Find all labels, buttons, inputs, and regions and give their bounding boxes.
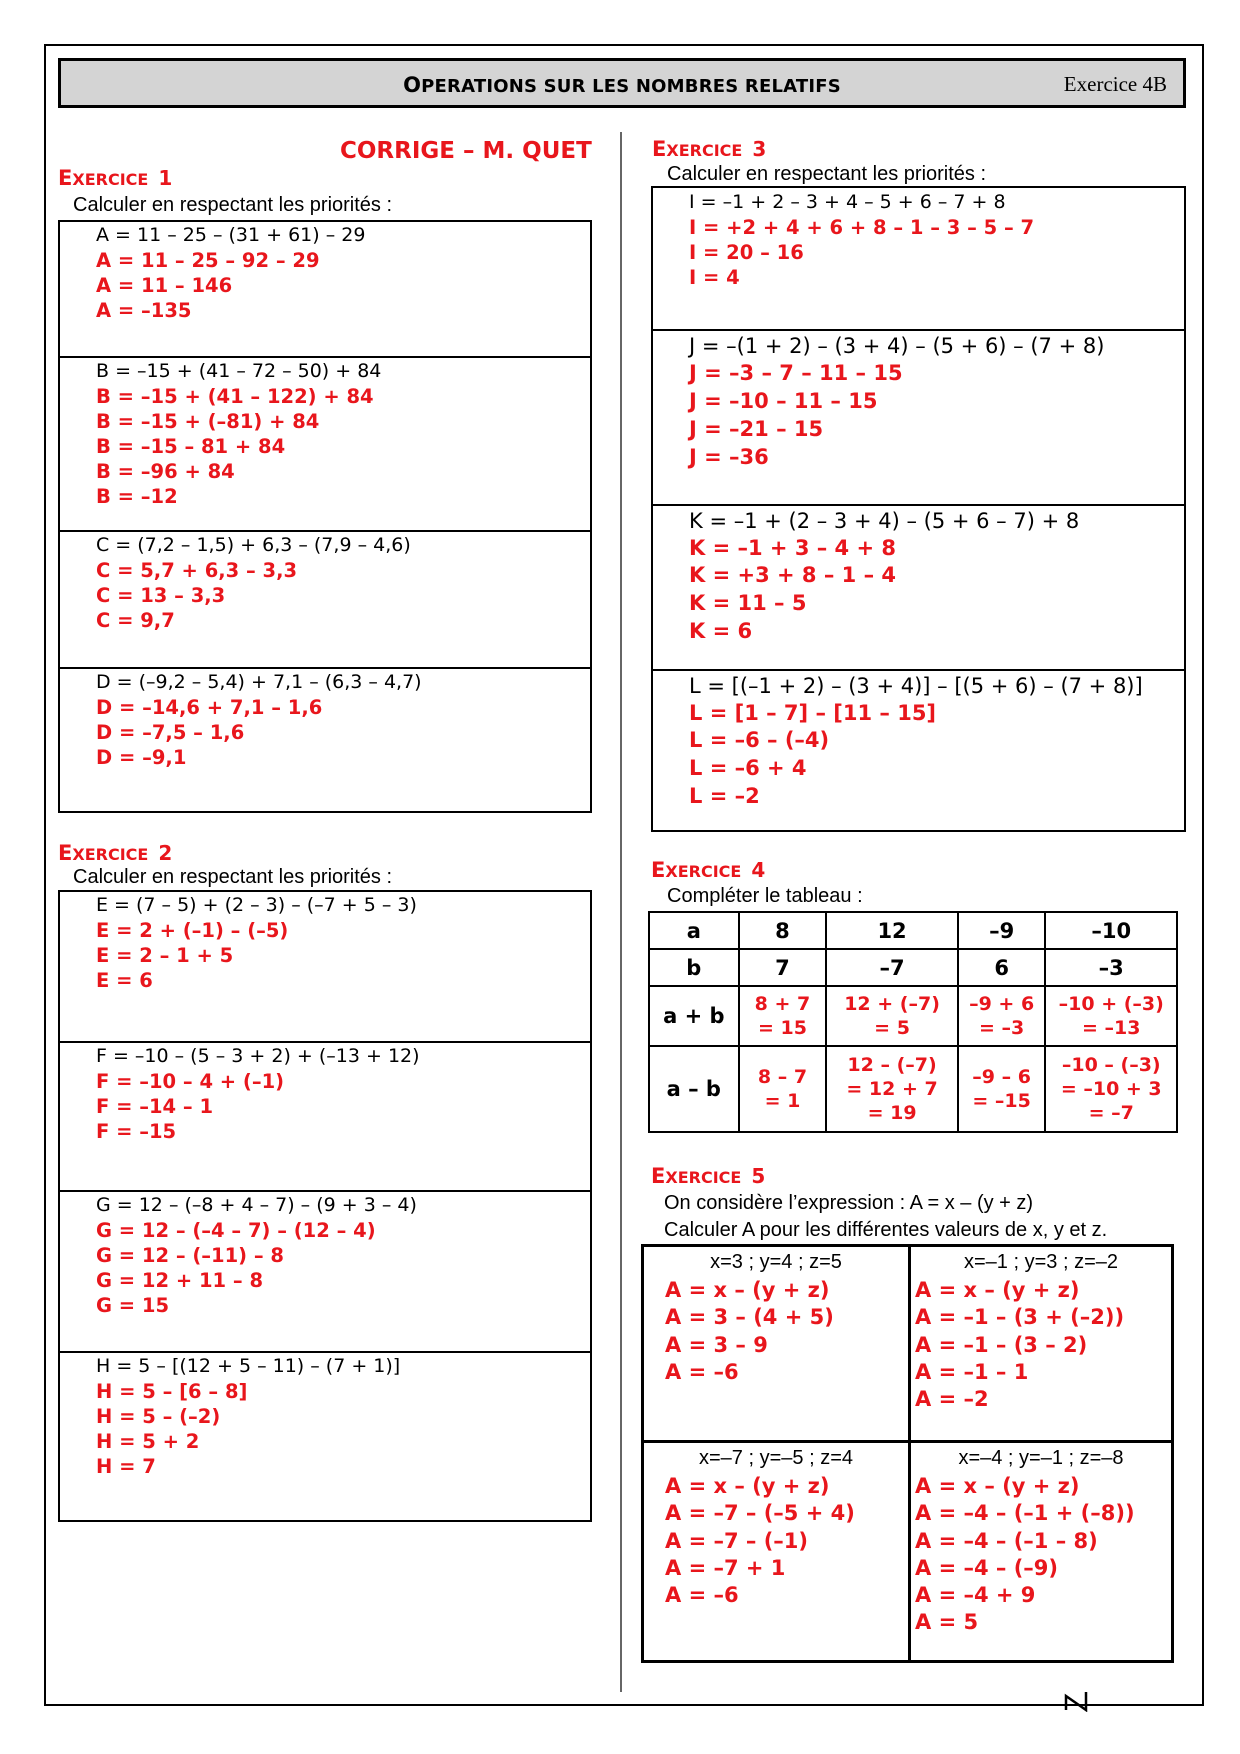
- ex2-cell-H: [60, 1351, 590, 1522]
- ex1-answer-line: B = –15 + (41 – 122) + 84: [96, 385, 374, 408]
- column-separator: [620, 132, 622, 1692]
- ex2-answer-line: E = 2 – 1 + 5: [96, 944, 234, 967]
- ex2-question-E: E = (7 – 5) + (2 – 3) – (–7 + 5 – 3): [96, 894, 417, 916]
- ex4-cell: [958, 949, 1046, 986]
- ex4-cell: [1045, 986, 1177, 1046]
- ex4-cell-line: 12 – (–7): [847, 1054, 937, 1076]
- ex2-answer-line: G = 12 – (–4 – 7) – (12 – 4): [96, 1219, 376, 1242]
- ex1-answer-line: C = 9,7: [96, 609, 175, 632]
- ex4-cell: [1045, 912, 1177, 949]
- ex5-values: x=–4 ; y=–1 ; z=–8: [958, 1447, 1124, 1469]
- ex4-cell-line: = 15: [757, 1017, 807, 1039]
- ex2-answer-line: H = 5 – (–2): [96, 1405, 221, 1428]
- ex1-answer-line: B = –15 – 81 + 84: [96, 435, 286, 458]
- ex4-cell-line: = –13: [1082, 1017, 1141, 1039]
- ex4-cell: [1045, 949, 1177, 986]
- ex4-row-sum: [649, 986, 1177, 1046]
- ex2-answer-line: G = 12 – (–11) – 8: [96, 1244, 284, 1267]
- ex4-cell: [826, 949, 957, 986]
- ex4-row-label: a: [649, 912, 739, 949]
- ex1-answer-line: B = –15 + (–81) + 84: [96, 410, 320, 433]
- ex1-answer-line: D = –7,5 – 1,6: [96, 721, 245, 744]
- ex4-cell-line: –10 + (–3): [1058, 993, 1164, 1015]
- ex5-instruction-1: On considère l’expression : A = x – (y + z): [664, 1192, 1034, 1214]
- header-banner: [58, 58, 1186, 108]
- ex2-answer-line: H = 5 + 2: [96, 1430, 200, 1453]
- ex5-values: x=–7 ; y=–5 ; z=4: [699, 1447, 853, 1469]
- ex1-cell-B: [60, 356, 590, 530]
- ex1-answer-line: A = 11 – 25 – 92 – 29: [96, 249, 320, 272]
- ex1-question-D: D = (–9,2 – 5,4) + 7,1 – (6,3 – 4,7): [96, 671, 422, 693]
- ex1-answer-line: A = –135: [96, 299, 192, 322]
- ex3-question-I: I = –1 + 2 – 3 + 4 – 5 + 6 – 7 + 8: [689, 191, 1006, 213]
- ex4-row-label: a – b: [649, 1046, 739, 1132]
- ex4-cell: [826, 1046, 957, 1132]
- ex3-answer-line: I = +2 + 4 + 6 + 8 – 1 – 3 – 5 – 7: [689, 216, 1035, 239]
- ex2-answer-line: H = 7: [96, 1455, 156, 1478]
- ex3-answer-line: I = 20 – 16: [689, 241, 804, 264]
- ex4-cell: [1045, 1046, 1177, 1132]
- ex3-box: [651, 186, 1186, 832]
- ex4-cell-line: 12: [877, 918, 907, 943]
- ex1-answer-line: B = –12: [96, 485, 178, 508]
- ex4-cell-line: 12 + (–7): [844, 993, 940, 1015]
- ex1-answer-line: D = –9,1: [96, 746, 187, 769]
- ex1-box: [58, 220, 592, 813]
- ex5-values: x=–1 ; y=3 ; z=–2: [964, 1251, 1118, 1273]
- ex4-cell-line: = –15: [972, 1090, 1031, 1112]
- ex3-question-K: K = –1 + (2 – 3 + 4) – (5 + 6 – 7) + 8: [689, 509, 1080, 533]
- ex5-answer-line: A = –1 – (3 – 2): [915, 1333, 1088, 1357]
- ex3-answer-line: K = 11 – 5: [689, 591, 807, 615]
- ex3-answer-line: L = [1 – 7] – [11 – 15]: [689, 701, 937, 725]
- ex5-cell-2: [911, 1247, 1171, 1440]
- ex3-cell-I: [653, 188, 1184, 329]
- ex4-cell: [826, 912, 957, 949]
- ex2-answer-line: E = 6: [96, 969, 153, 992]
- ex5-answer-line: A = 5: [915, 1610, 979, 1634]
- ex4-cell: [958, 912, 1046, 949]
- ex2-question-F: F = –10 – (5 – 3 + 2) + (–13 + 12): [96, 1045, 420, 1067]
- ex2-answer-line: E = 2 + (–1) – (–5): [96, 919, 289, 942]
- ex3-cell-K: [653, 504, 1184, 669]
- ex3-answer-line: L = –6 – (–4): [689, 728, 830, 752]
- ex5-answer-line: A = –4 – (–1 – 8): [915, 1529, 1098, 1553]
- ex5-answer-line: A = x – (y + z): [915, 1474, 1080, 1498]
- ex4-row-label: a + b: [649, 986, 739, 1046]
- ex4-cell-line: 6: [994, 955, 1009, 980]
- ex3-answer-line: L = –6 + 4: [689, 756, 807, 780]
- ex4-cell: [739, 949, 827, 986]
- ex1-question-B: B = –15 + (41 – 72 – 50) + 84: [96, 360, 382, 382]
- ex3-answer-line: J = –21 – 15: [689, 417, 824, 441]
- ex2-answer-line: G = 12 + 11 – 8: [96, 1269, 264, 1292]
- ex4-title: EXERCICE 4: [651, 858, 766, 882]
- ex3-answer-line: J = –36: [689, 445, 769, 469]
- document-title: OPERATIONS SUR LES NOMBRES RELATIFS: [403, 73, 841, 97]
- ex5-answer-line: A = –4 – (–9): [915, 1556, 1059, 1580]
- ex4-cell: [739, 986, 827, 1046]
- ex2-question-H: H = 5 – [(12 + 5 – 11) – (7 + 1)]: [96, 1355, 401, 1377]
- ex5-cell-4: [911, 1443, 1171, 1660]
- ex2-answer-line: H = 5 – [6 – 8]: [96, 1380, 248, 1403]
- ex5-answer-line: A = –2: [915, 1387, 989, 1411]
- ex5-answer-line: A = –7 + 1: [665, 1556, 786, 1580]
- ex4-row-a: [649, 912, 1177, 949]
- exercise-reference: Exercice 4B: [1063, 72, 1167, 96]
- ex5-answer-line: A = –4 – (–1 + (–8)): [915, 1501, 1135, 1525]
- ex5-answer-line: A = x – (y + z): [665, 1278, 830, 1302]
- ex4-cell-line: 8: [775, 918, 790, 943]
- ex5-answer-line: A = 3 – 9: [665, 1333, 768, 1357]
- ex1-instruction: Calculer en respectant les priorités :: [73, 194, 393, 216]
- ex3-answer-line: K = –1 + 3 – 4 + 8: [689, 536, 896, 560]
- ex5-answer-line: A = x – (y + z): [915, 1278, 1080, 1302]
- ex4-cell-line: –9 – 6: [972, 1066, 1031, 1088]
- page-corner-mark: [1064, 1690, 1090, 1712]
- ex1-answer-line: C = 13 – 3,3: [96, 584, 226, 607]
- ex2-answer-line: F = –14 – 1: [96, 1095, 214, 1118]
- ex4-cell: [958, 1046, 1046, 1132]
- ex5-answer-line: A = –7 – (–5 + 4): [665, 1501, 855, 1525]
- ex2-box: [58, 890, 592, 1522]
- corrige-heading: CORRIGE – M. QUET: [340, 138, 592, 164]
- ex4-cell-line: –9: [989, 918, 1015, 943]
- ex5-answer-line: A = –1 – (3 + (–2)): [915, 1305, 1125, 1329]
- ex5-box: [641, 1244, 1174, 1663]
- ex2-answer-line: F = –15: [96, 1120, 177, 1143]
- ex4-cell-line: 7: [775, 955, 790, 980]
- ex4-row-b: [649, 949, 1177, 986]
- ex4-instruction: Compléter le tableau :: [667, 885, 863, 907]
- ex3-title: EXERCICE 3: [652, 137, 767, 161]
- ex1-cell-C: [60, 530, 590, 667]
- ex5-answer-line: A = 3 – (4 + 5): [665, 1305, 834, 1329]
- ex4-cell: [826, 986, 957, 1046]
- ex4-cell-line: 8 – 7: [757, 1066, 808, 1088]
- ex5-cell-1: [644, 1247, 908, 1440]
- ex1-question-C: C = (7,2 – 1,5) + 6,3 – (7,9 – 4,6): [96, 534, 411, 556]
- ex4-row-label: b: [649, 949, 739, 986]
- ex1-question-A: A = 11 – 25 – (31 + 61) – 29: [96, 224, 366, 246]
- ex1-answer-line: A = 11 – 146: [96, 274, 233, 297]
- ex2-answer-line: G = 15: [96, 1294, 170, 1317]
- ex4-cell: [739, 912, 827, 949]
- ex2-title: EXERCICE 2: [58, 841, 173, 865]
- ex3-answer-line: J = –10 – 11 – 15: [689, 389, 878, 413]
- ex4-cell-line: = 12 + 7: [846, 1078, 938, 1100]
- ex4-cell-line: –10: [1091, 918, 1132, 943]
- ex5-answer-line: A = –6: [665, 1360, 739, 1384]
- ex3-answer-line: I = 4: [689, 266, 740, 289]
- ex3-question-L: L = [(–1 + 2) – (3 + 4)] – [(5 + 6) – (7 + 8)]: [689, 674, 1143, 698]
- ex1-answer-line: B = –96 + 84: [96, 460, 235, 483]
- ex5-cell-3: [644, 1443, 908, 1660]
- ex4-cell-line: = –7: [1088, 1102, 1134, 1124]
- ex4-cell-line: –3: [1098, 955, 1124, 980]
- ex4-cell-line: –10 – (–3): [1061, 1054, 1161, 1076]
- ex4-cell-line: = 1: [764, 1090, 801, 1112]
- ex5-answer-line: A = –7 – (–1): [665, 1529, 809, 1553]
- ex4-cell-line: = –3: [979, 1017, 1025, 1039]
- ex3-answer-line: J = –3 – 7 – 11 – 15: [689, 361, 903, 385]
- ex2-answer-line: F = –10 – 4 + (–1): [96, 1070, 285, 1093]
- ex2-cell-G: [60, 1190, 590, 1351]
- ex4-cell: [958, 986, 1046, 1046]
- ex3-cell-J: [653, 329, 1184, 504]
- ex3-cell-L: [653, 669, 1184, 832]
- ex5-answer-line: A = x – (y + z): [665, 1474, 830, 1498]
- ex1-title: EXERCICE 1: [58, 166, 173, 190]
- ex1-cell-D: [60, 667, 590, 813]
- ex2-cell-E: [60, 892, 590, 1041]
- ex1-cell-A: [60, 222, 590, 356]
- ex5-answer-line: A = –4 + 9: [915, 1583, 1036, 1607]
- ex4-row-difference: [649, 1046, 1177, 1132]
- ex4-cell-line: = 19: [867, 1102, 917, 1124]
- ex4-cell-line: 8 + 7: [754, 993, 811, 1015]
- ex5-answer-line: A = –6: [665, 1583, 739, 1607]
- ex3-answer-line: K = 6: [689, 619, 753, 643]
- ex5-answer-line: A = –1 – 1: [915, 1360, 1029, 1384]
- ex5-values: x=3 ; y=4 ; z=5: [710, 1251, 842, 1273]
- ex2-question-G: G = 12 – (–8 + 4 – 7) – (9 + 3 – 4): [96, 1194, 417, 1216]
- ex1-answer-line: C = 5,7 + 6,3 – 3,3: [96, 559, 298, 582]
- ex5-title: EXERCICE 5: [651, 1164, 766, 1188]
- ex4-cell-line: –7: [879, 955, 905, 980]
- ex3-answer-line: L = –2: [689, 784, 760, 808]
- ex4-table: [648, 911, 1178, 1133]
- ex1-answer-line: D = –14,6 + 7,1 – 1,6: [96, 696, 323, 719]
- ex3-instruction: Calculer en respectant les priorités :: [667, 163, 987, 185]
- ex4-cell-line: = 5: [874, 1017, 910, 1039]
- ex4-cell-line: –9 + 6: [969, 993, 1035, 1015]
- ex2-instruction: Calculer en respectant les priorités :: [73, 866, 393, 888]
- ex5-instruction-2: Calculer A pour les différentes valeurs de x, y et z.: [664, 1219, 1108, 1241]
- ex2-cell-F: [60, 1041, 590, 1190]
- ex4-cell-line: = –10 + 3: [1060, 1078, 1162, 1100]
- ex3-answer-line: K = +3 + 8 – 1 – 4: [689, 563, 896, 587]
- ex4-cell: [739, 1046, 827, 1132]
- ex3-question-J: J = –(1 + 2) – (3 + 4) – (5 + 6) – (7 + 8): [689, 334, 1105, 358]
